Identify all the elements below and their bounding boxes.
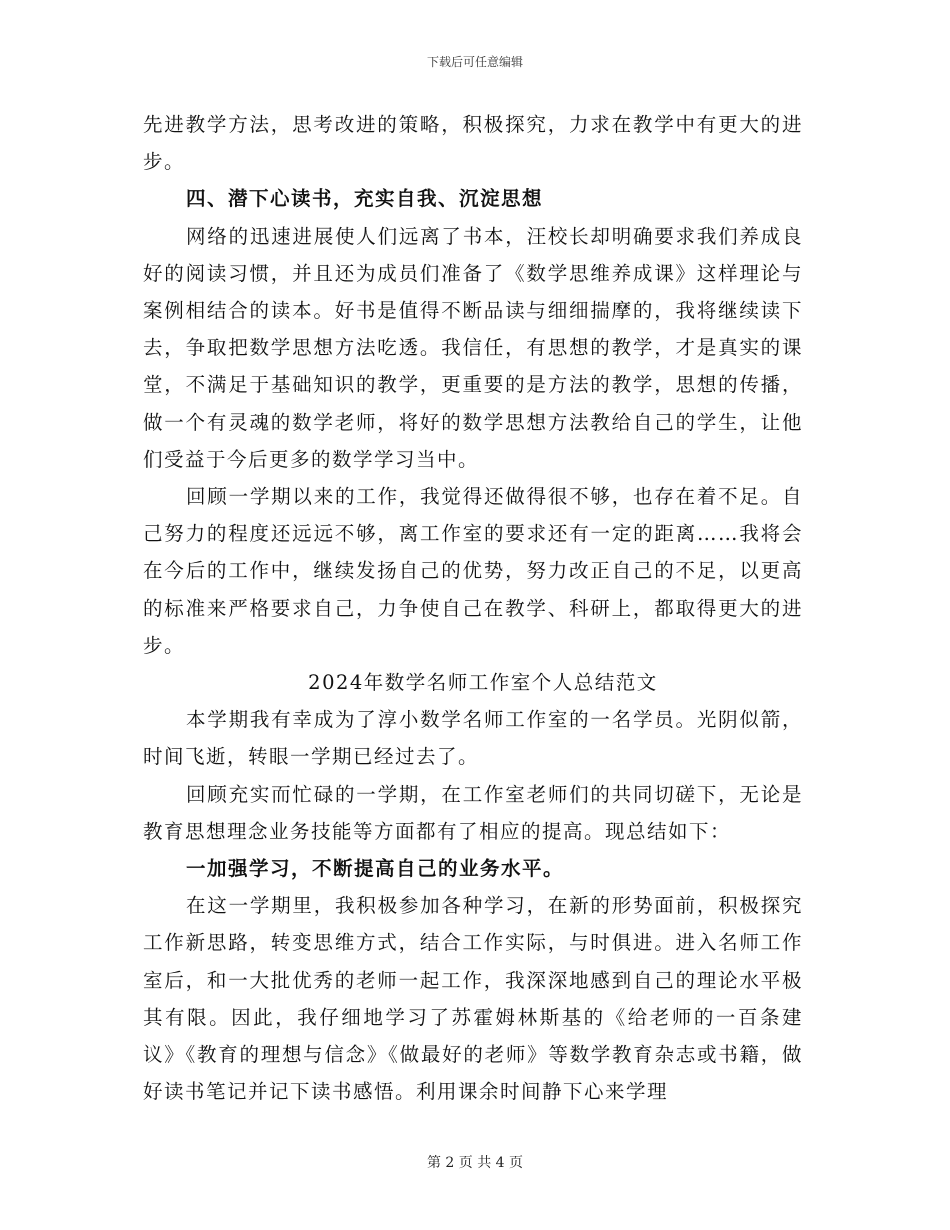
page-number: 第 2 页 共 4 页 — [426, 1155, 524, 1171]
section-heading-4: 四、潜下心读书，充实自我、沉淀思想 — [186, 187, 544, 211]
paragraph-review: 回顾一学期以来的工作，我觉得还做得很不够，也存在着不足。自己努力的程度还远远不够，离工作室的要求还有一定的距离……我将会在今后的工作中，继续发扬自己的优势，努力改正自己的不足，以更高的标准来严格要求自己，力争使自己在教学、科研上，都取得更大的进步。 — [143, 485, 803, 657]
section-heading-1: 一加强学习，不断提高自己的业务水平。 — [186, 857, 565, 881]
paragraph-intro: 本学期我有幸成为了淳小数学名师工作室的一名学员。光阴似箭，时间飞逝，转眼一学期已经过去了。 — [143, 708, 803, 769]
document-body — [143, 106, 803, 1110]
page-header: 下载后可任意编辑 — [426, 55, 523, 69]
paragraph-reading: 网络的迅速进展使人们远离了书本，汪校长却明确要求我们养成良好的阅读习惯，并且还为成员们准备了《数学思维养成课》这样理论与案例相结合的读本。好书是值得不断品读与细细揣摩的，我将继续读下去，争取把数学思想方法吃透。我信任，有思想的教学，才是真实的课堂，不满足于基础知识的教学，更重要的是方法的教学，思想的传播，做一个有灵魂的数学老师，将好的数学思想方法教给自己的学生，让他们受益于今后更多的数学学习当中。 — [143, 224, 803, 471]
paragraph-summary: 回顾充实而忙碌的一学期，在工作室老师们的共同切磋下，无论是教育思想理念业务技能等方面都有了相应的提高。现总结如下： — [143, 782, 803, 843]
paragraph-continuation: 先进教学方法，思考改进的策略，积极探究，力求在教学中有更大的进步。 — [143, 113, 803, 174]
paragraph-study: 在这一学期里，我积极参加各种学习，在新的形势面前，积极探究工作新思路，转变思维方式，结合工作实际，与时俱进。进入名师工作室后，和一大批优秀的老师一起工作，我深深地感到自己的理论水平极其有限。因此，我仔细地学习了苏霍姆林斯基的《给老师的一百条建议》《教育的理想与信念》《做最好的老师》等数学教育杂志或书籍，做好读书笔记并记下读书感悟。利用课余时间静下心来学理 — [143, 894, 803, 1104]
article-title: 2024年数学名师工作室个人总结范文 — [308, 671, 658, 695]
